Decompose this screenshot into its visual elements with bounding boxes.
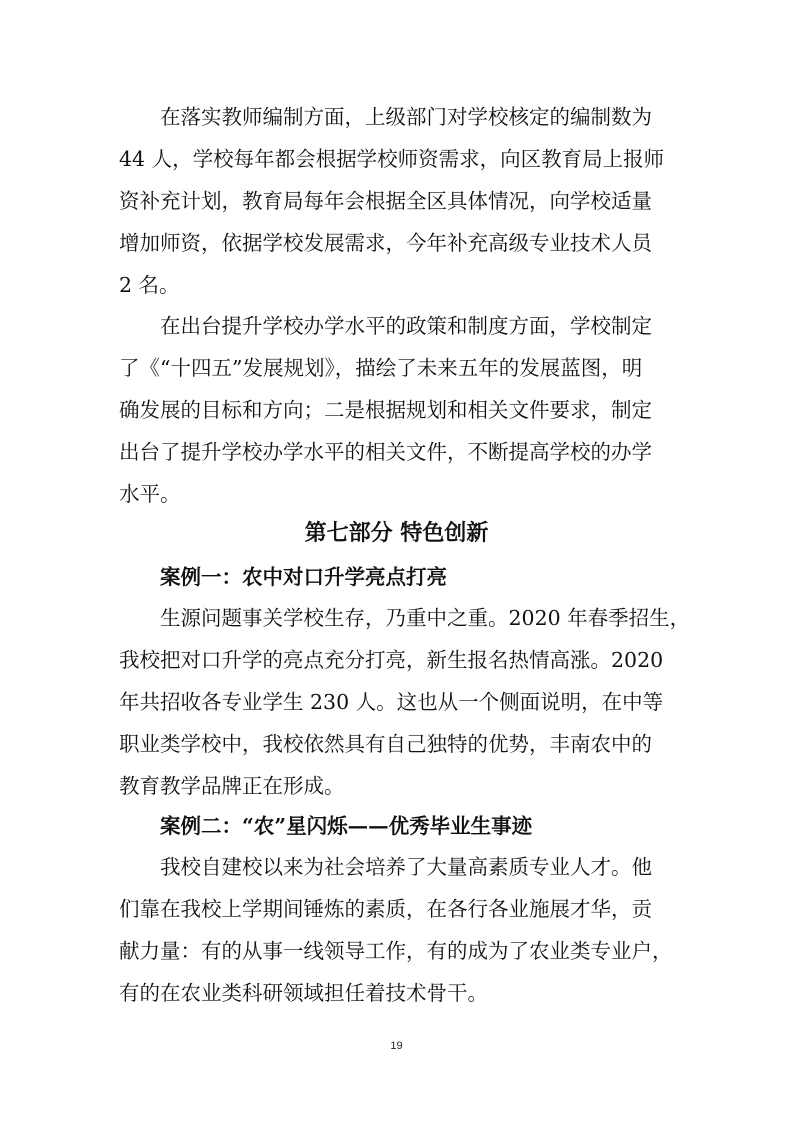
- text-line: 教育教学品牌正在形成。: [119, 774, 345, 798]
- paragraph-case-one: [119, 597, 691, 807]
- paragraph-policy: [119, 305, 675, 515]
- text-line: 职业类学校中，我校依然具有自己独特的优势，丰南农中的: [119, 732, 652, 756]
- text-line: 2 名。: [119, 273, 180, 297]
- text-line: 我校把对口升学的亮点充分打亮，新生报名热情高涨。2020: [119, 648, 664, 672]
- text-line: 了《“十四五”发展规划》，描绘了未来五年的发展蓝图，明: [119, 356, 643, 380]
- page-number: 19: [390, 1040, 403, 1052]
- text-line: 水平。: [119, 482, 181, 506]
- section-title: 第七部分 特色创新: [304, 520, 489, 546]
- text-line: 年共招收各专业学生 230 人。这也从一个侧面说明，在中等: [119, 690, 664, 714]
- text-line: 增加师资，依据学校发展需求，今年补充高级专业技术人员: [119, 231, 652, 255]
- text-line: 44 人，学校每年都会根据学校师资需求，向区教育局上报师: [119, 147, 665, 171]
- text-line: 有的在农业类科研领域担任着技术骨干。: [119, 981, 488, 1005]
- text-line: 资补充计划，教育局每年会根据全区具体情况，向学校适量: [119, 189, 652, 213]
- paragraph-case-two: [119, 846, 675, 1014]
- case-two-title: 案例二：“农”星闪烁——优秀毕业生事迹: [160, 814, 533, 838]
- paragraph-staffing: [119, 96, 675, 306]
- text-line: 在落实教师编制方面，上级部门对学校核定的编制数为: [160, 105, 652, 129]
- text-line: 出台了提升学校办学水平的相关文件，不断提高学校的办学: [119, 440, 652, 464]
- text-line: 生源问题事关学校生存，乃重中之重。2020 年春季招生，: [160, 606, 691, 630]
- text-line: 确发展的目标和方向；二是根据规划和相关文件要求，制定: [119, 398, 652, 422]
- text-line: 献力量：有的从事一线领导工作，有的成为了农业类专业户，: [119, 939, 673, 963]
- text-line: 在出台提升学校办学水平的政策和制度方面，学校制定: [160, 314, 652, 338]
- text-line: 们靠在我校上学期间锤炼的素质，在各行各业施展才华，贡: [119, 897, 652, 921]
- text-line: 我校自建校以来为社会培养了大量高素质专业人才。他: [160, 855, 652, 879]
- case-one-title: 案例一：农中对口升学亮点打亮: [160, 565, 447, 589]
